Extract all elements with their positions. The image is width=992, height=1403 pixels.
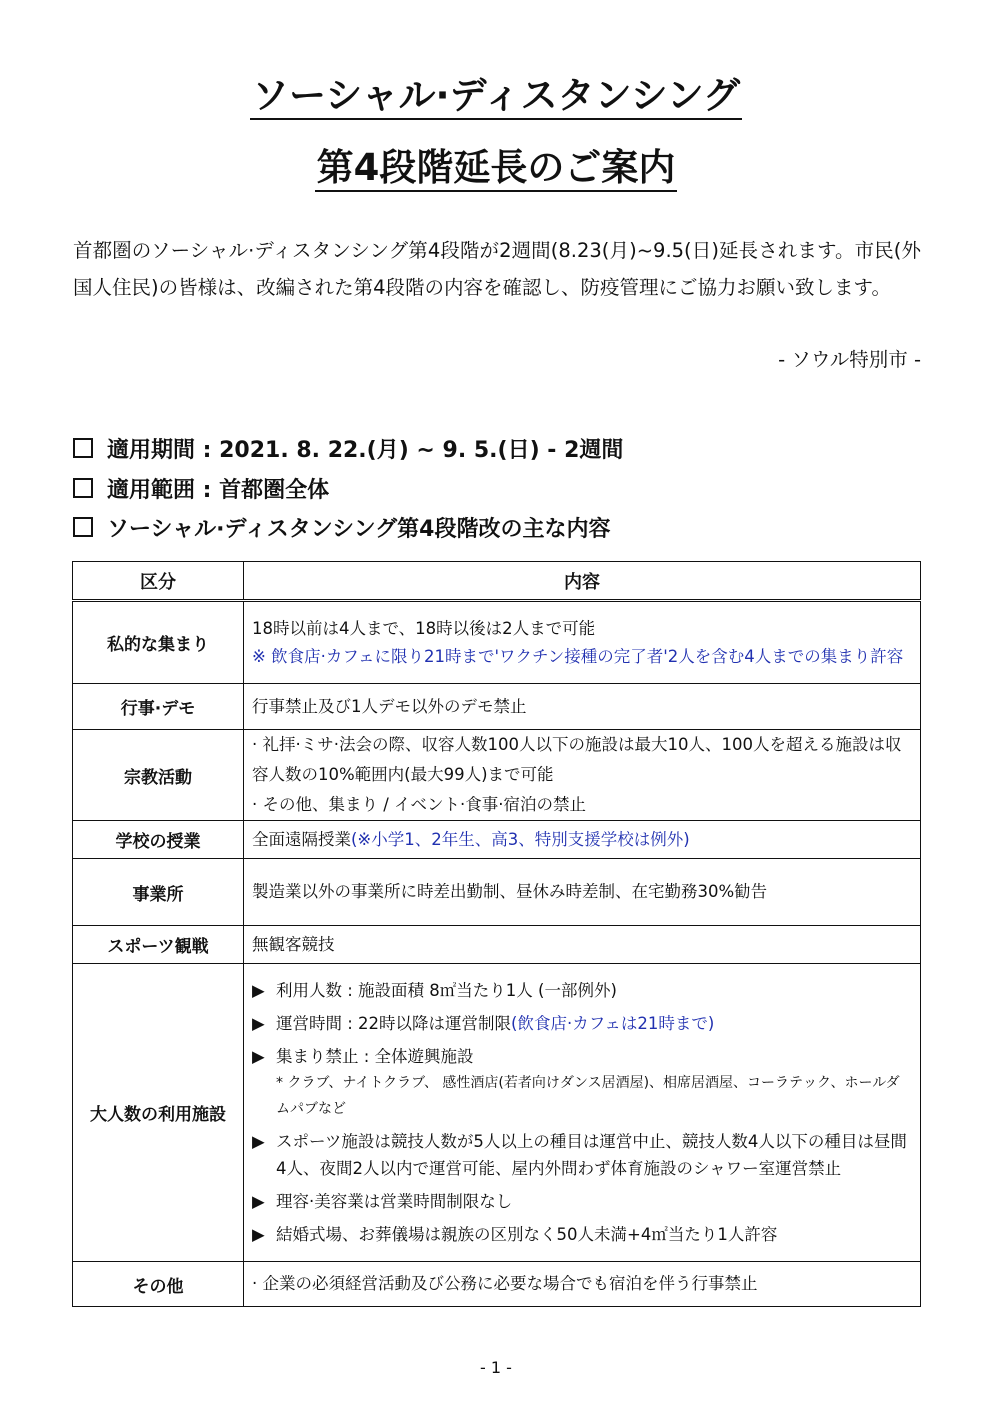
bullet-item [252, 1221, 912, 1248]
header-category: 区分 [73, 562, 244, 601]
bullet-item [252, 1128, 912, 1182]
arrow-right-icon: ▶ [252, 1047, 265, 1066]
title-line-1 [0, 74, 992, 120]
table-row [73, 926, 921, 964]
table-row [73, 1262, 921, 1307]
bullet-text: スポーツ施設は競技人数が5人以上の種目は運営中止、競技人数4人以下の種目は昼間4人、夜間2人以内で運営可能、屋内外問わず体育施設のシャワー室運営禁止 [276, 1132, 907, 1178]
bullet-item [252, 1010, 912, 1037]
row-content: 製造業以外の事業所に時差出勤制、昼休み時差制、在宅勤務30%勧告 [244, 859, 921, 926]
row-category: 大人数の利用施設 [73, 964, 244, 1262]
bullet-item [252, 1043, 912, 1070]
table-header-row [73, 562, 921, 601]
item-scope-text: 適用範囲 : 首都圏全体 [107, 478, 330, 503]
row-content: 無観客競技 [244, 926, 921, 964]
row-content [244, 601, 921, 684]
intro-paragraph: 首都圏のソーシャル·ディスタンシング第4段階が2週間(8.23(月)~9.5(日)延長されます。市民(外国人住民)の皆様は、改編された第4段階の内容を確認し、防疫管理にご協力お願い致します。 [73, 239, 921, 299]
bullet-item [252, 1188, 912, 1215]
row-category: 事業所 [73, 859, 244, 926]
bullet-text: 理容·美容業は営業時間制限なし [276, 1192, 513, 1211]
row-category: その他 [73, 1262, 244, 1307]
row-content [244, 964, 921, 1262]
signature: - ソウル特別市 - [778, 348, 921, 371]
header-content: 内容 [244, 562, 921, 601]
bullet-item [252, 977, 912, 1004]
row-category: 行事·デモ [73, 684, 244, 730]
row-category: 宗教活動 [73, 730, 244, 821]
content-text: 全面遠隔授業 [252, 829, 351, 849]
arrow-right-icon: ▶ [252, 1014, 265, 1033]
bullet-text: 結婚式場、お葬儀場は親族の区別なく50人未満+4㎡当たり1人許容 [276, 1225, 778, 1244]
item-main-content-text: ソーシャル·ディスタンシング第4段階改の主な内容 [107, 517, 611, 542]
content-line: · その他、集まり / イベント·食事·宿泊の禁止 [252, 795, 587, 814]
item-period [73, 436, 623, 466]
page-number: - 1 - [480, 1358, 512, 1377]
table-row [73, 684, 921, 730]
measures-table [72, 561, 921, 1307]
table-row [73, 964, 921, 1262]
row-content: · 企業の必須経営活動及び公務に必要な場合でも宿泊を伴う行事禁止 [244, 1262, 921, 1307]
table-row [73, 601, 921, 684]
title-line-2 [0, 146, 992, 192]
content-note-blue: ※ 飲食店·カフェに限り21時まで'ワクチン接種の完了者'2人を含む4人までの集まり許容 [252, 646, 904, 666]
checkbox-square-icon [73, 478, 93, 498]
bullet-note-blue: (飲食店·カフェは21時まで) [511, 1014, 715, 1033]
table-row [73, 730, 921, 821]
table-row [73, 821, 921, 859]
item-period-text: 適用期間 : 2021. 8. 22.(月) ~ 9. 5.(日) - 2週間 [107, 438, 624, 463]
row-category: 学校の授業 [73, 821, 244, 859]
checkbox-square-icon [73, 438, 93, 458]
row-category: 私的な集まり [73, 601, 244, 684]
content-note-blue: (※小学1、2年生、高3、特別支援学校は例外) [351, 829, 690, 849]
arrow-right-icon: ▶ [252, 981, 265, 1000]
checkbox-square-icon [73, 517, 93, 537]
item-main-content [73, 515, 611, 545]
bullet-text: 利用人数 : 施設面積 8㎡当たり1人 (一部例外) [276, 981, 617, 1000]
title-text-2: 第4段階延長のご案内 [315, 146, 678, 192]
facility-note: * クラブ、ナイトクラブ、 感性酒店(若者向けダンス居酒屋)、相席居酒屋、コーラテック、ホールダムパブなど [276, 1075, 900, 1117]
bullet-text: 運営時間 : 22時以降は運営制限 [276, 1014, 512, 1033]
arrow-right-icon: ▶ [252, 1132, 265, 1151]
row-content: 行事禁止及び1人デモ以外のデモ禁止 [244, 684, 921, 730]
content-line: · 礼拝·ミサ·法会の際、収容人数100人以下の施設は最大10人、100人を超える施設は収容人数の10%範囲内(最大99人)まで可能 [252, 735, 902, 784]
arrow-right-icon: ▶ [252, 1192, 265, 1211]
row-content [244, 821, 921, 859]
item-scope [73, 476, 329, 506]
bullet-text: 集まり禁止 : 全体遊興施設 [276, 1047, 474, 1066]
row-category: スポーツ観戦 [73, 926, 244, 964]
content-line: 18時以前は4人まで、18時以後は2人まで可能 [252, 618, 596, 638]
row-content [244, 730, 921, 821]
arrow-right-icon: ▶ [252, 1225, 265, 1244]
title-text-1: ソーシャル·ディスタンシング [250, 74, 742, 120]
table-row [73, 859, 921, 926]
